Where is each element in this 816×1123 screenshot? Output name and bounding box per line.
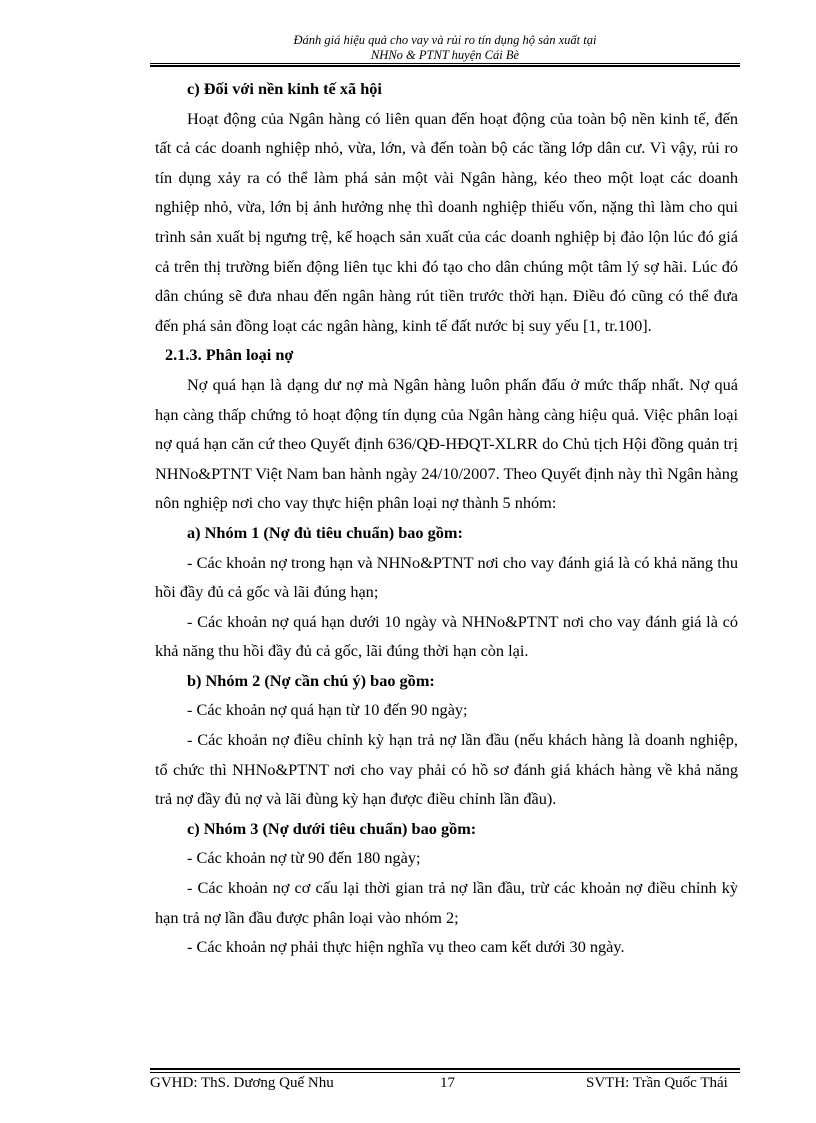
list-item-group-1-b: - Các khoản nợ quá hạn dưới 10 ngày và NHNo&PTNT nơi cho vay đánh giá là có khả năng thu hồi đầy đủ cả gốc, lãi đúng thời hạn còn lại. bbox=[155, 611, 738, 661]
header-rule-thin bbox=[150, 63, 740, 64]
footer-advisor: GVHD: ThS. Dương Quế Nhu bbox=[150, 1075, 334, 1091]
footer-student: SVTH: Trần Quốc Thái bbox=[586, 1075, 728, 1091]
list-item-group-2-b: - Các khoản nợ điều chỉnh kỳ hạn trả nợ lần đầu (nếu khách hàng là doanh nghiệp, tổ chức thì NHNo&PTNT nơi cho vay phải có hồ sơ đánh giá khách hàng về khả năng trả nợ đầy đủ nợ và lãi đùng kỳ hạn được điều chỉnh lần đầu). bbox=[155, 730, 738, 809]
footer-rule-thick bbox=[150, 1068, 740, 1070]
header-rule-thick bbox=[150, 65, 740, 67]
list-item-group-3-c: - Các khoản nợ phải thực hiện nghĩa vụ theo cam kết dưới 30 ngày. bbox=[187, 937, 625, 957]
paragraph-economy-impact: Hoạt động của Ngân hàng có liên quan đến hoạt động của toàn bộ nền kinh tế, đến tất cả các doanh nghiệp nhỏ, vừa, lớn, và đến toàn bộ các tầng lớp dân cư. Vì vậy, rủi ro tín dụng xảy ra có thể làm phá sản một vài Ngân hàng, kéo theo một loạt các doanh nghiệp nhỏ, vừa, lớn bị ảnh hưởng nhẹ thì doanh nghiệp thiếu vốn, nặng thì làm cho qui trình sản xuất bị ngưng trệ, kế hoạch sản xuất của các doanh nghiệp bị đảo lộn lúc đó giá cả trên thị trường biến động liên tục khi đó tạo cho dân chúng một tâm lý sợ hãi. Lúc đó dân chúng sẽ đưa nhau đến ngân hàng rút tiền trước thời hạn. Điều đó cũng có thể đưa đến phá sản đồng loạt các ngân hàng, kinh tế đất nước bị suy yếu [1, tr.100]. bbox=[155, 108, 738, 335]
heading-group-2: b) Nhóm 2 (Nợ cần chú ý) bao gồm: bbox=[187, 670, 435, 690]
page-number: 17 bbox=[440, 1075, 455, 1091]
paragraph-debt-classification: Nợ quá hạn là dạng dư nợ mà Ngân hàng luôn phấn đấu ở mức thấp nhất. Nợ quá hạn càng thấp chứng tỏ hoạt động tín dụng của Ngân hàng càng hiệu quả. Việc phân loại nợ quá hạn căn cứ theo Quyết định 636/QĐ-HĐQT-XLRR do Chủ tịch Hội đồng quản trị NHNo&PTNT Việt Nam ban hành ngày 24/10/2007. Theo Quyết định này thì Ngân hàng nôn nghiệp nơi cho vay thực hiện phân loại nợ thành 5 nhóm: bbox=[155, 374, 738, 513]
list-item-group-2-a: - Các khoản nợ quá hạn từ 10 đến 90 ngày; bbox=[187, 700, 468, 720]
list-item-group-1-a: - Các khoản nợ trong hạn và NHNo&PTNT nơi cho vay đánh giá là có khả năng thu hồi đầy đủ cả gốc và lãi đúng hạn; bbox=[155, 552, 738, 602]
running-header-line-2: NHNo & PTNT huyện Cái Bè bbox=[370, 48, 520, 62]
list-item-group-3-a: - Các khoản nợ từ 90 đến 180 ngày; bbox=[187, 848, 421, 868]
list-item-group-3-b: - Các khoản nợ cơ cấu lại thời gian trả nợ lần đầu, trừ các khoản nợ điều chỉnh kỳ hạn trả nợ lần đầu được phân loại vào nhóm 2; bbox=[155, 878, 738, 927]
heading-c-economy: c) Đối với nền kinh tế xã hội bbox=[187, 79, 382, 98]
footer-rule-thin bbox=[150, 1072, 740, 1073]
heading-group-1: a) Nhóm 1 (Nợ đủ tiêu chuẩn) bao gồm: bbox=[187, 522, 463, 542]
section-heading-2-1-3: 2.1.3. Phân loại nợ bbox=[165, 345, 294, 365]
heading-group-3: c) Nhóm 3 (Nợ dưới tiêu chuẩn) bao gồm: bbox=[187, 818, 477, 838]
page-body bbox=[155, 74, 738, 962]
running-header-line-1: Đánh giá hiệu quả cho vay và rủi ro tín dụng hộ sản xuất tại bbox=[293, 33, 597, 47]
